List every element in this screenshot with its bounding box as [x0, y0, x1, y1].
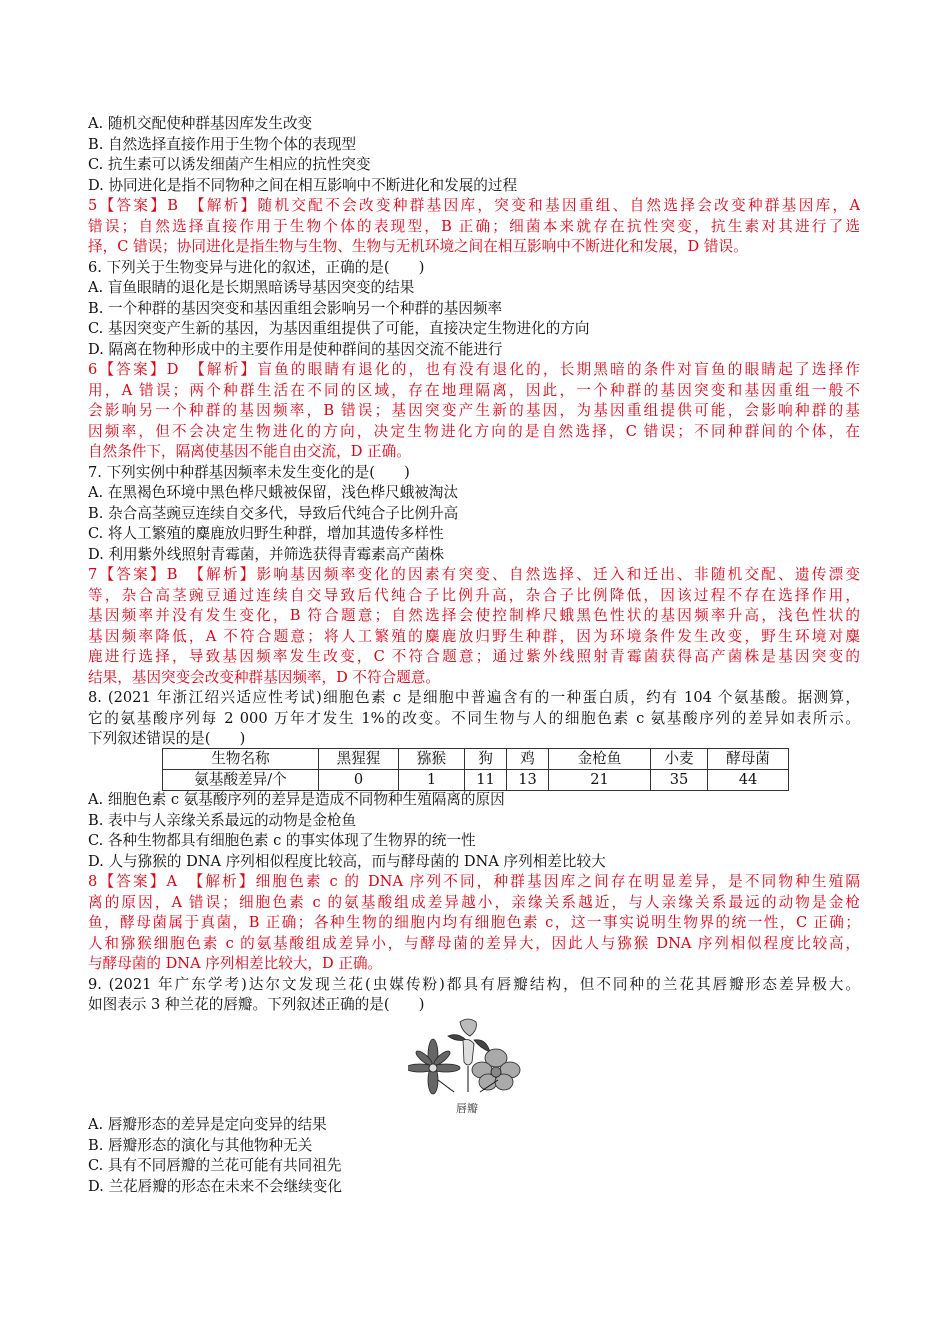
orchid-lip-figure: [408, 1018, 528, 1118]
option-d: D. 人与猕猴的 DNA 序列相似程度比较高，而与酵母菌的 DNA 序列相差比较大: [88, 852, 606, 870]
table-header-row: [163, 749, 789, 770]
option-d: D. 利用紫外线照射青霉菌，并筛选获得青霉素高产菌株: [88, 545, 445, 563]
answer-6-line: 用，A 错误；两个种群生活在不同的区域，存在地理隔离，因此，一个种群的基因突变和基因重组一般不: [88, 381, 860, 399]
table-cell: 21: [549, 770, 651, 791]
option-d: D. 兰花唇瓣的形态在未来不会继续变化: [88, 1177, 342, 1195]
answer-6-line: 自然条件下，隔离使基因不能自由交流，D 正确。: [88, 443, 411, 460]
table-cell: 0: [319, 770, 399, 791]
question-9-stem: 9. (2021 年广东学考)达尔文发现兰花(虫媒传粉)都具有唇瓣结构，但不同种的兰花其唇瓣形态差异极大。: [88, 975, 860, 993]
table-cell: 黑猩猩: [319, 749, 399, 770]
table-cell: 小麦: [651, 749, 708, 770]
option-a: A. 细胞色素 c 氨基酸序列的差异是造成不同物种生殖隔离的原因: [88, 791, 505, 808]
table-cell: 35: [651, 770, 708, 791]
question-8-stem: 8. (2021 年浙江绍兴适应性考试)细胞色素 c 是细胞中普遍含有的一种蛋白质，约有 104 个氨基酸。据测算，: [88, 689, 860, 706]
answer-8-line: 8【答案】A 【解析】细胞色素 c 的 DNA 序列不同，种群基因库之间存在明显差异，是不同物种生殖隔: [88, 873, 860, 890]
answer-8-line: 离的原因，A 错误；细胞色素 c 的氨基酸组成差异越小，亲缘关系越近，与人亲缘关系最远的动物是金枪: [88, 893, 860, 911]
option-d: D. 隔离在物种形成中的主要作用是使种群间的基因交流不能进行: [88, 340, 503, 358]
table-cell: 生物名称: [163, 749, 319, 770]
option-a: A. 在黑褐色环境中黑色桦尺蛾被保留，浅色桦尺蛾被淘汰: [88, 484, 459, 501]
option-a: A. 盲鱼眼睛的退化是长期黑暗诱导基因突变的结果: [88, 279, 415, 296]
option-b: B. 表中与人亲缘关系最远的动物是金枪鱼: [88, 811, 357, 829]
answer-6-line: 会影响另一个种群的基因频率，B 错误；基因突变产生新的基因，为基因重组提供可能，会影响种群的基: [88, 402, 860, 419]
table-cell: 1: [399, 770, 465, 791]
option-c: C. 将人工繁殖的麋鹿放归野生种群，增加其遗传多样性: [88, 525, 444, 542]
option-a: A. 唇瓣形态的差异是定向变异的结果: [88, 1116, 327, 1133]
answer-7-line: 基因频率降低，A 不符合题意；将人工繁殖的麋鹿放归野生种群，因为环境条件发生改变，野生环境对麋: [88, 627, 860, 645]
table-cell: 44: [708, 770, 789, 791]
answer-8-line: 鱼，酵母菌属于真菌，B 正确；各种生物的细胞内均有细胞色素 c，这一事实说明生物界的统一性，C 正确；: [88, 914, 860, 931]
option-b: B. 杂合高茎豌豆连续自交多代，导致后代纯合子比例升高: [88, 504, 459, 522]
cytochrome-c-table: [162, 748, 789, 791]
answer-6-line: 因频率，但不会决定生物进化的方向，决定生物进化方向的是自然选择，C 错误；不同种群间的个体，在: [88, 422, 860, 440]
option-c: C. 抗生素可以诱发细菌产生相应的抗性突变: [88, 156, 371, 173]
option-c: C. 基因突变产生新的基因，为基因重组提供了可能，直接决定生物进化的方向: [88, 320, 590, 337]
question-9-options: [88, 1115, 860, 1197]
table-row: [163, 770, 789, 791]
question-8-stem: 下列叙述错误的是( ): [88, 730, 246, 747]
table-cell: 酵母菌: [708, 749, 789, 770]
option-d: D. 协同进化是指不同物种之间在相互影响中不断进化和发展的过程: [88, 176, 518, 194]
option-a: A. 随机交配使种群基因库发生改变: [88, 115, 313, 132]
option-b: B. 自然选择直接作用于生物个体的表现型: [88, 135, 357, 153]
answer-7-line: 7【答案】B 【解析】影响基因频率变化的因素有突变、自然选择、迁入和迁出、非随机交配、遗传漂变: [88, 566, 860, 583]
question-7-stem: 7. 下列实例中种群基因频率未发生变化的是( ): [88, 463, 410, 481]
question-8-rest: [88, 790, 860, 1016]
answer-7-line: 等，杂合高茎豌豆通过连续自交导致后代纯合子比例升高，杂合子比例降低，因该过程不存在选择作用，: [88, 586, 860, 604]
table-cell: 金枪鱼: [549, 749, 651, 770]
answer-8-line: 与酵母菌的 DNA 序列相差比较大，D 正确。: [88, 955, 383, 972]
option-b: B. 一个种群的基因突变和基因重组会影响另一个种群的基因频率: [88, 299, 503, 317]
question-6-stem: 6. 下列关于生物变异与进化的叙述，正确的是( ): [88, 258, 425, 276]
figure-label: 唇瓣: [456, 1102, 478, 1115]
answer-5-line: 5【答案】B 【解析】随机交配不会改变种群基因库，突变和基因重组、自然选择会改变种群基因库，A: [88, 197, 860, 214]
question-5-options: [88, 114, 860, 750]
answer-5-line: 择，C 错误；协同进化是指生物与生物、生物与无机环境之间在相互影响中不断进化和发展，D 错误。: [88, 238, 748, 255]
table-cell: 猕猴: [399, 749, 465, 770]
option-c: C. 各种生物都具有细胞色素 c 的事实体现了生物界的统一性: [88, 832, 476, 849]
option-b: B. 唇瓣形态的演化与其他物种无关: [88, 1136, 313, 1154]
answer-7-line: 基因频率并没有发生变化，B 符合题意；自然选择会使控制桦尺蛾黑色性状的基因频率升高，浅色性状的: [88, 607, 860, 624]
table-cell: 狗: [465, 749, 507, 770]
table-cell: 11: [465, 770, 507, 791]
answer-7-line: 鹿进行选择，导致基因频率发生改变，C 不符合题意；通过紫外线照射青霉菌获得高产菌株是基因突变的: [88, 648, 860, 665]
table-cell: 13: [507, 770, 549, 791]
question-8-stem: 它的氨基酸序列每 2 000 万年才发生 1%的改变。不同生物与人的细胞色素 c 氨基酸序列的差异如表所示。: [88, 709, 860, 727]
answer-8-line: 人和猕猴细胞色素 c 的氨基酸组成差异小，与酵母菌的差异大，因此人与猕猴 DNA 序列相似程度比较高，: [88, 934, 860, 952]
answer-6-line: 6【答案】D 【解析】盲鱼的眼睛有退化的，也有没有退化的，长期黑暗的条件对盲鱼的眼睛起了选择作: [88, 361, 860, 378]
answer-5-line: 错误；自然选择直接作用于生物个体的表现型，B 正确；细菌本来就存在抗性突变，抗生素对其进行了选: [88, 217, 860, 235]
table-cell: 鸡: [507, 749, 549, 770]
table-cell: 氨基酸差异/个: [163, 770, 319, 791]
option-c: C. 具有不同唇瓣的兰花可能有共同祖先: [88, 1157, 342, 1174]
question-9-stem: 如图表示 3 种兰花的唇瓣。下列叙述正确的是( ): [88, 996, 425, 1013]
answer-7-line: 结果，基因突变会改变种群基因频率，D 不符合题意。: [88, 668, 440, 686]
